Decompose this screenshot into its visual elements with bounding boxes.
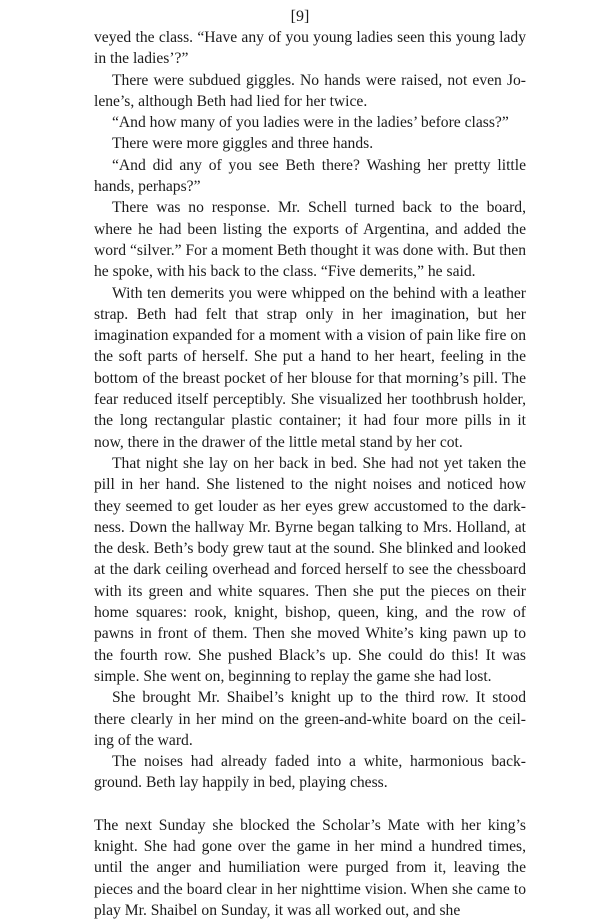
body-text — [94, 27, 526, 921]
paragraph: There were subdued giggles. No hands were raised, not even Jo-lene’s, although Beth had lied for her twice. — [94, 71, 526, 110]
paragraph: The noises had already faded into a white, harmonious back-ground. Beth lay happily in bed, playing chess. — [94, 753, 526, 792]
page-number: [9] — [290, 8, 310, 25]
paragraph: With ten demerits you were whipped on the behind with a leather strap. Beth had felt that strap only in her imagination, but her imagination expanded for a moment with a vision of pain like fire on the soft parts of herself. She put a hand to her heart, feeling in the bottom of the breast pocket of her blouse for that morning’s pill. The fear reduced itself perceptibly. She visualized her toothbrush holder, the long rectangular plastic container; it had four more pills in it now, there in the drawer of the little metal stand by her cot. — [94, 284, 526, 451]
paragraph: The next Sunday she blocked the Scholar’s Mate with her king’s knight. She had gone over the game in her mind a hundred times, until the anger and humiliation were purged from it, leaving the pieces and the board clear in her nighttime vision. When she came to play Mr. Shaibel on Sunday, it was all worked out, and she — [94, 816, 526, 919]
paragraph: There were more giggles and three hands. — [112, 135, 374, 153]
paragraph: “And how many of you ladies were in the ladies’ before class?” — [112, 114, 509, 132]
paragraph: “And did any of you see Beth there? Washing her pretty little hands, perhaps?” — [94, 156, 526, 196]
paragraph: She brought Mr. Shaibel’s knight up to the third row. It stood there clearly in her mind on the green-and-white board on the ceil-ing of the ward. — [94, 689, 526, 749]
section-break — [94, 794, 526, 815]
paragraph: veyed the class. “Have any of you young ladies seen this young lady in the ladies’?” — [94, 29, 526, 68]
paragraph: There was no response. Mr. Schell turned back to the board, where he had been listing the exports of Argentina, and added the word “silver.” For a moment Beth thought it was done with. But then he spoke, with his back to the class. “Five demerits,” he said. — [94, 199, 526, 281]
paragraph: That night she lay on her back in bed. She had not yet taken the pill in her hand. She listened to the night noises and noticed how they seemed to get louder as her eyes grew accustomed to the dark-ness. Down the hallway Mr. Byrne began talking to Mrs. Holland, at the desk. Beth’s body grew taut at the sound. She blinked and looked at the dark ceiling overhead and forced herself to see the chessboard with its green and white squares. Then she put the pieces on their home squares: rook, knight, bishop, queen, king, and the row of pawns in front of them. Then she moved White’s king pawn up to the fourth row. She pushed Black’s up. She could do this! It was simple. She went on, beginning to replay the game she had lost. — [94, 454, 526, 685]
